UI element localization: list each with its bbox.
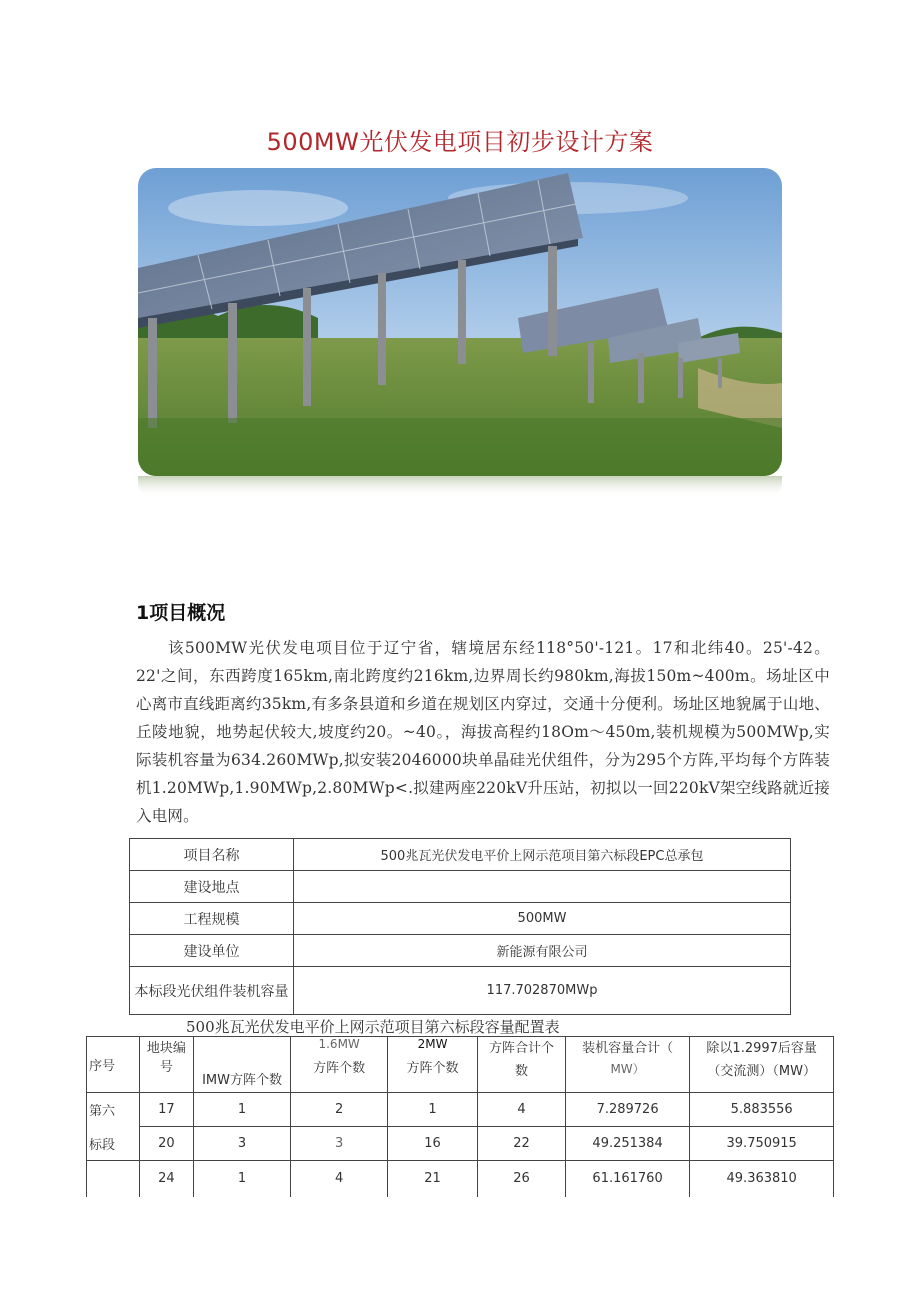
header-1p6mw-line2: 方阵个数 (313, 1061, 366, 1076)
cell-2mw: 16 (387, 1127, 477, 1161)
info-value: 500MW (294, 903, 791, 935)
cell-capacity: 49.251384 (565, 1127, 690, 1161)
header-block-line2: 号 (159, 1060, 173, 1075)
header-1p6mw (291, 1037, 387, 1093)
header-1mw: IMW方阵个数 (193, 1037, 291, 1093)
cell-1mw: 3 (193, 1127, 291, 1161)
header-2mw-line2: 方阵个数 (406, 1061, 459, 1076)
cell-1mw: 1 (193, 1161, 291, 1197)
cell-ac-capacity: 39.750915 (690, 1127, 834, 1161)
header-total-arrays (478, 1037, 566, 1093)
cell-2mw: 21 (387, 1161, 477, 1197)
table-row (130, 935, 791, 967)
info-value: 新能源有限公司 (294, 935, 791, 967)
table-row (130, 839, 791, 871)
info-value: 117.702870MWp (294, 967, 791, 1015)
table-row (87, 1093, 834, 1127)
cell-total: 26 (478, 1161, 566, 1197)
table-row (130, 967, 791, 1015)
table-row (87, 1127, 834, 1161)
cell-block: 20 (140, 1127, 193, 1161)
table-caption: 500兆瓦光伏发电平价上网示范项目第六标段容量配置表 (186, 1018, 560, 1036)
header-capacity-line2: MW） (610, 1062, 645, 1076)
info-value: 500兆瓦光伏发电平价上网示范项目第六标段EPC总承包 (294, 839, 791, 871)
cell-capacity: 61.161760 (565, 1161, 690, 1197)
group-label-line2: 标段 (87, 1127, 140, 1161)
cell-2mw: 1 (387, 1093, 477, 1127)
header-block-line1: 地块编 (146, 1041, 186, 1056)
capacity-table (86, 1036, 834, 1197)
cell-total: 22 (478, 1127, 566, 1161)
solar-farm-photo (138, 168, 782, 476)
cell-capacity: 7.289726 (565, 1093, 690, 1127)
header-capacity (565, 1037, 690, 1093)
table-row (130, 903, 791, 935)
table-row (130, 871, 791, 903)
info-key: 项目名称 (130, 839, 294, 871)
cell-block: 24 (140, 1161, 193, 1197)
info-key: 本标段光伏组件装机容量 (130, 967, 294, 1015)
section-heading: 1项目概况 (136, 602, 226, 624)
cell-ac-capacity: 5.883556 (690, 1093, 834, 1127)
table-row (87, 1161, 834, 1197)
header-ac-capacity (690, 1037, 834, 1093)
group-label-empty (87, 1161, 140, 1197)
cell-ac-capacity: 49.363810 (690, 1161, 834, 1197)
header-ac-capacity-line2: （交流测）（MW） (707, 1064, 816, 1079)
header-2mw (387, 1037, 477, 1093)
overview-paragraph: 该500MW光伏发电项目位于辽宁省，辖境居东经118°50'-121。17和北纬40。25'-42。22'之间，东西跨度165km,南北跨度约216km,边界周长约980km,海拔150m~400m。场址区中心离市直线距离约35km,有多条县道和乡道在规划区内穿过，交通十分便利。场址区地貌属于山地、丘陵地貌，地势起伏较大,坡度约20。~40。，海拔高程约18Om～450m,装机规模为500MWp,实际装机容量为634.260MWp,拟安装2046000块单晶硅光伏组件，分为295个方阵,平均每个方阵装机1.20MWp,1.90MWp,2.80MWp<.拟建两座220kV升压站，初拟以一回220kV架空线路就近接入电网。 (136, 639, 830, 825)
header-total-arrays-line2: 数 (514, 1064, 528, 1079)
header-total-arrays-line1: 方阵合计个 (488, 1041, 554, 1056)
header-capacity-line1: 装机容量合计（ (582, 1041, 674, 1056)
cell-1p6mw: 4 (291, 1161, 387, 1197)
cell-1mw: 1 (193, 1093, 291, 1127)
header-seq: 序号 (87, 1037, 140, 1093)
info-value (294, 871, 791, 903)
info-key: 建设单位 (130, 935, 294, 967)
cell-block: 17 (140, 1093, 193, 1127)
cell-total: 4 (478, 1093, 566, 1127)
cell-1p6mw: 2 (291, 1093, 387, 1127)
header-block (140, 1037, 193, 1093)
group-label-line1: 第六 (87, 1093, 140, 1127)
photo-reflection (138, 476, 782, 498)
document-title: 500MW光伏发电项目初步设计方案 (266, 128, 654, 156)
table-header-row (87, 1037, 834, 1093)
info-key: 建设地点 (130, 871, 294, 903)
header-1p6mw-line1: 1.6MW (318, 1037, 360, 1051)
header-ac-capacity-line1: 除以1.2997后容量 (706, 1041, 817, 1056)
header-2mw-line1: 2MW (417, 1037, 448, 1051)
project-info-table (129, 838, 791, 1015)
info-key: 工程规模 (130, 903, 294, 935)
cell-1p6mw: 3 (291, 1127, 387, 1161)
